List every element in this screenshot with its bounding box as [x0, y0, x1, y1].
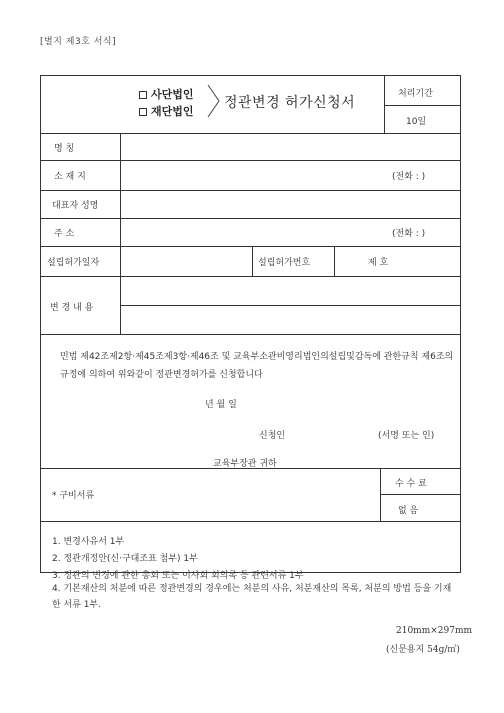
divider [384, 75, 385, 133]
divider [120, 133, 121, 334]
permit-date-label: 설립허가일자 [47, 258, 100, 268]
divider [40, 190, 461, 191]
checkbox-icon[interactable] [139, 108, 147, 116]
divider [40, 246, 461, 247]
option-incorporated-association[interactable]: 사단법인 [139, 86, 194, 102]
permit-number-label: 설립허가번호 [258, 258, 311, 268]
divider [40, 334, 461, 335]
brace-icon [206, 83, 222, 119]
required-documents-label: * 구비서류 [52, 491, 95, 501]
divider [252, 246, 253, 276]
form-number: [별지 제3호 서식] [40, 37, 117, 47]
applicant-label: 신청인 [259, 431, 286, 441]
name-label: 명 칭 [54, 144, 75, 154]
change-content-label: 변 경 내 용 [50, 303, 94, 313]
processing-period-value: 10일 [406, 117, 427, 127]
divider [40, 160, 461, 161]
recipient: 교육부장관 귀하 [213, 459, 277, 469]
address-label: 소 재 지 [54, 172, 86, 182]
divider [380, 468, 381, 521]
divider [40, 276, 461, 277]
page-title: 정관변경 허가신청서 [224, 95, 356, 111]
paper-type: (신문용지 54g/㎡) [386, 645, 460, 655]
document-item: 4. 기본재산의 처분에 따른 정관변경의 경우에는 처분의 사유, 처분재산의 목록, 처분의 방법 등을 기재한 서류 1부. [52, 584, 452, 610]
fee-value: 없 음 [398, 506, 419, 516]
divider [380, 494, 461, 495]
permit-number-value: 제 호 [368, 258, 389, 268]
option-incorporated-foundation[interactable]: 재단법인 [139, 103, 194, 119]
document-item: 3. 정관의 변경에 관한 총회 또는 이사회 회의록 등 관련서류 1부 [52, 571, 304, 581]
application-form [40, 75, 461, 573]
divider [384, 105, 461, 106]
representative-label: 대표자 성명 [52, 201, 99, 211]
divider [40, 521, 461, 522]
residence-phone: (전화 : ) [392, 229, 426, 239]
checkbox-icon[interactable] [139, 91, 147, 99]
residence-label: 주 소 [54, 229, 75, 239]
address-phone: (전화 : ) [392, 172, 426, 182]
processing-period-label: 처리기간 [398, 89, 433, 99]
divider [40, 218, 461, 219]
paper-size: 210mm×297mm [396, 626, 473, 636]
divider [334, 246, 335, 276]
application-date: 년 월 일 [205, 400, 237, 410]
document-item: 1. 변경사유서 1부 [52, 537, 125, 547]
divider [120, 305, 461, 306]
application-statement: 민법 제42조제2항·제45조제3항·제46조 및 교육부소관비영리법인의설립및감독에 관한규칙 제6조의 규정에 의하여 위와같이 정관변경허가를 신청합니다 [60, 352, 454, 380]
divider [40, 133, 461, 134]
fee-label: 수 수 료 [395, 479, 427, 489]
document-item: 2. 정관개정안(신·구대조표 첨부) 1부 [52, 554, 198, 564]
signature-label: (서명 또는 인) [378, 431, 435, 441]
